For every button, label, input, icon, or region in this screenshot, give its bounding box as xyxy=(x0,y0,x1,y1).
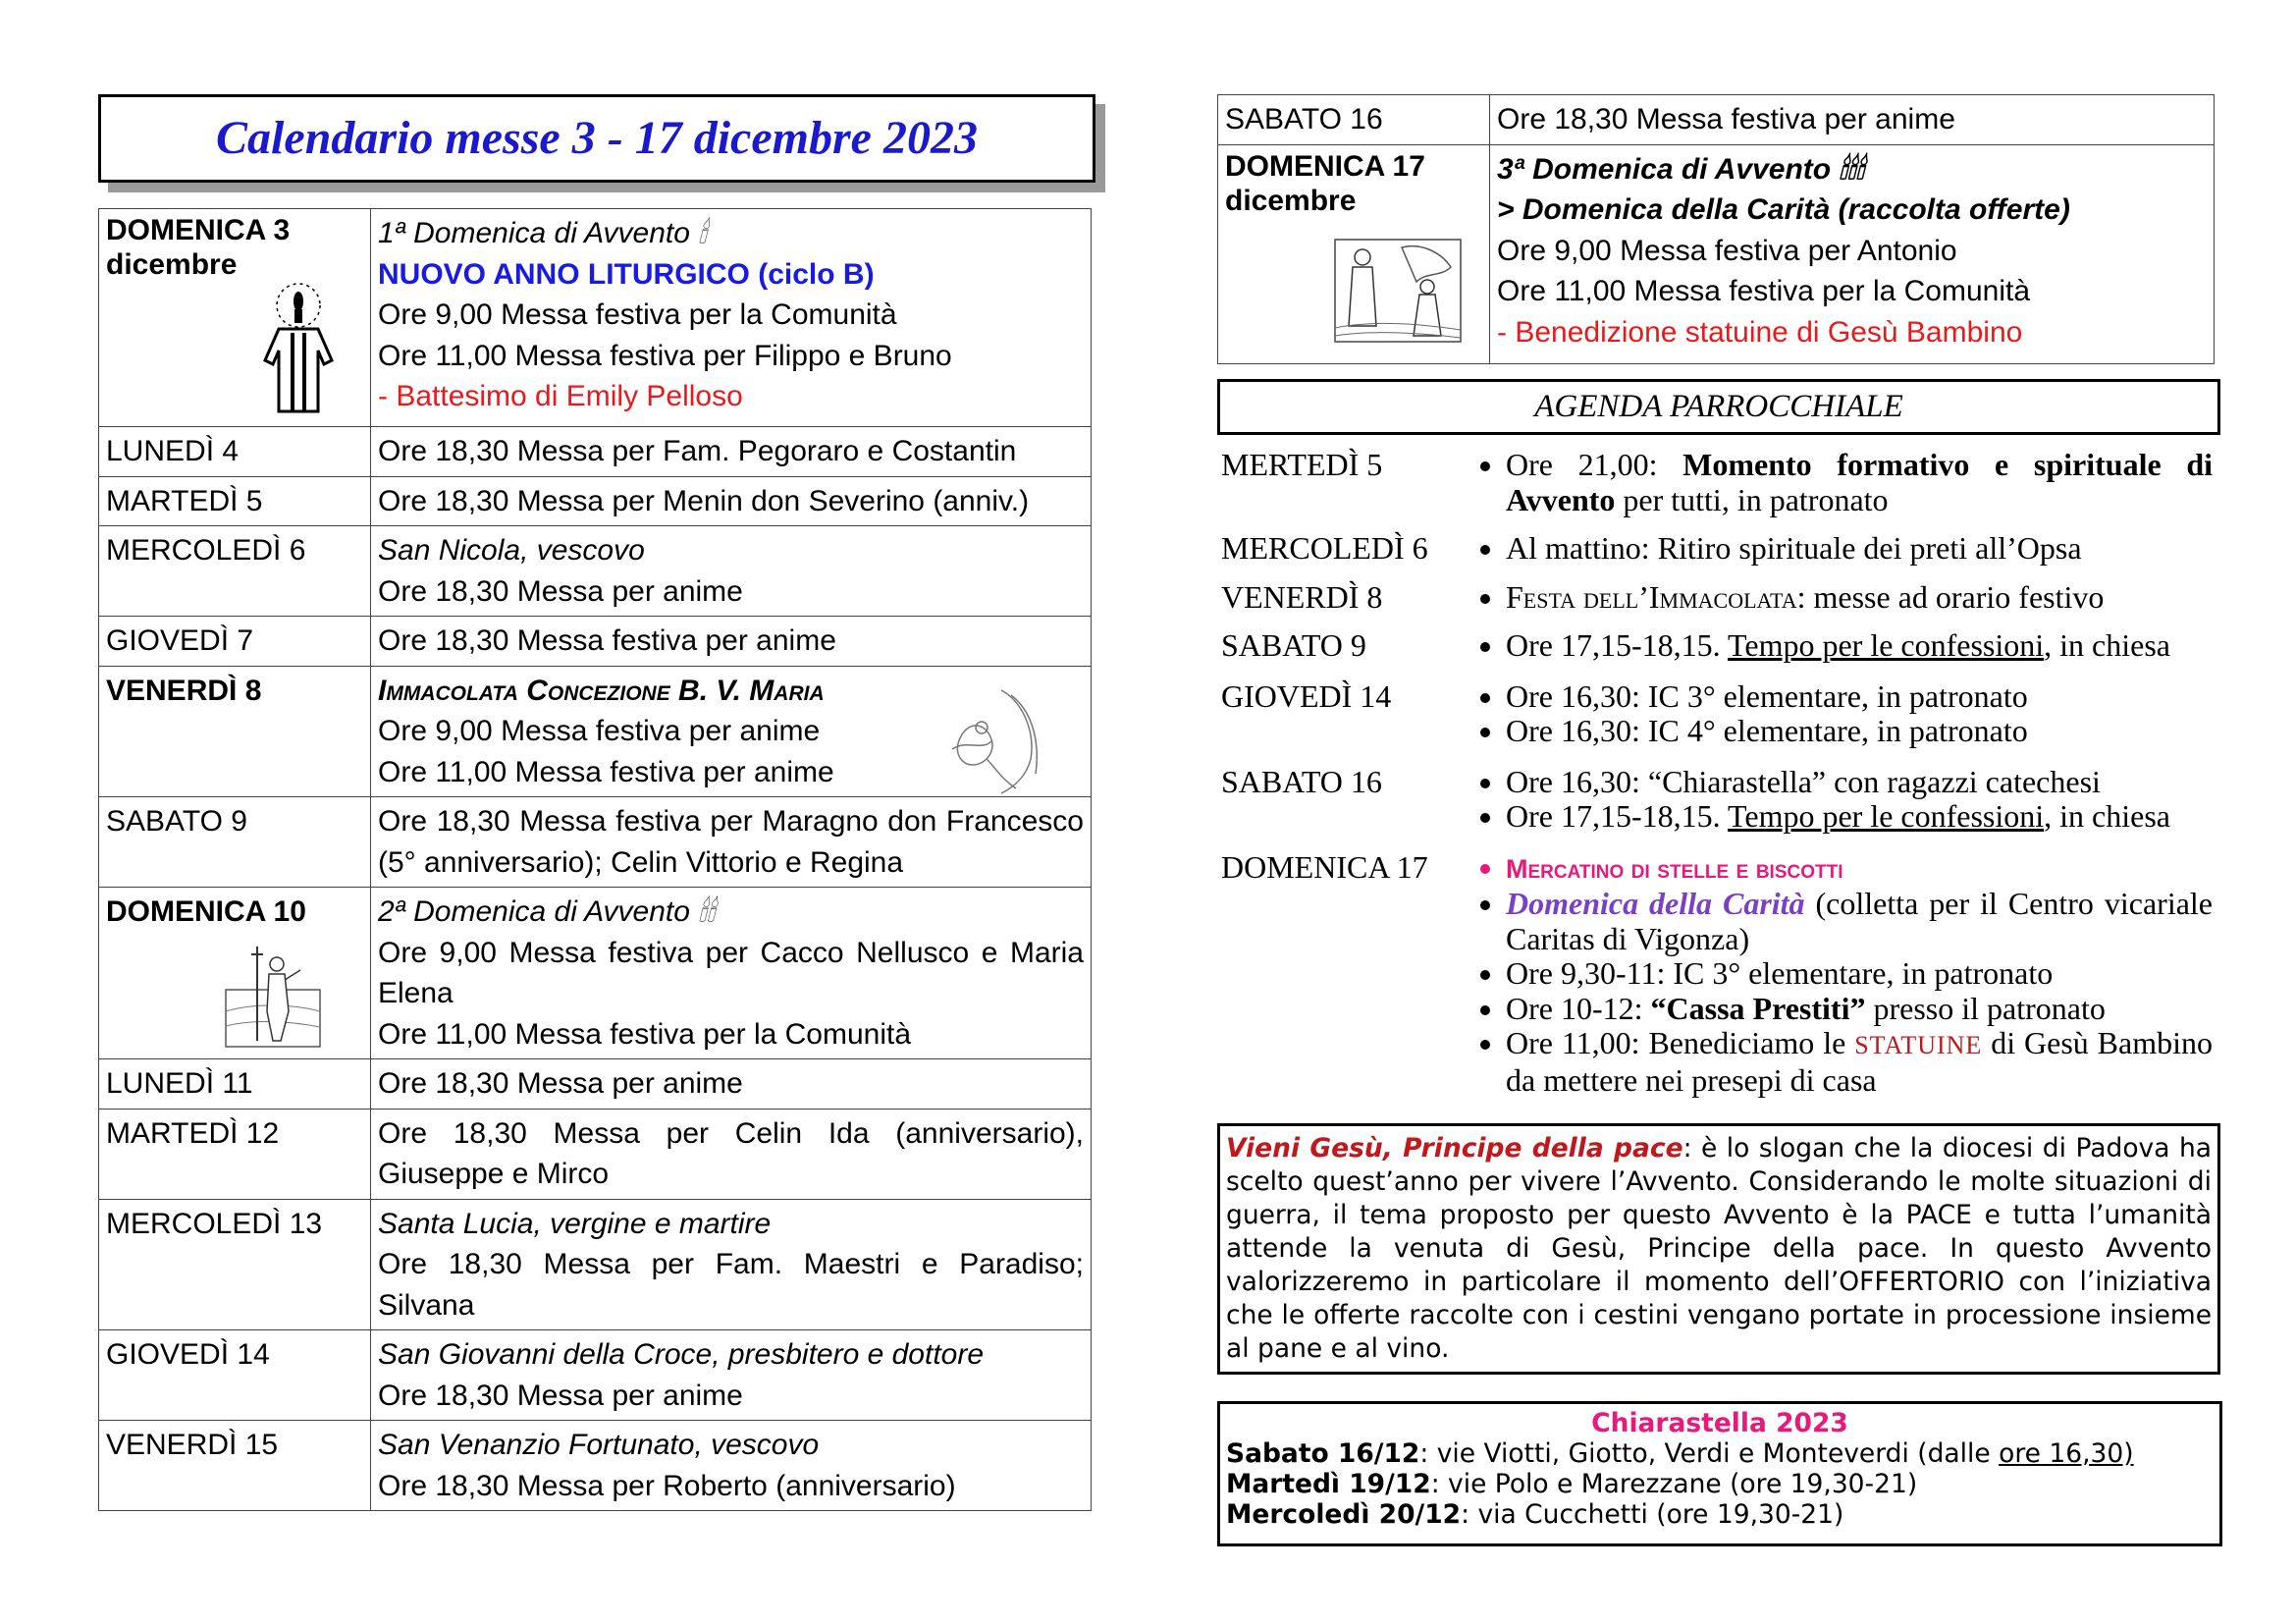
day-label: DOMENICA 3 dicembre xyxy=(106,214,291,281)
day-label: VENERDÌ 15 xyxy=(99,1421,371,1511)
mass-calendar-table xyxy=(98,208,1092,1511)
saint-of-day: Santa Lucia, vergine e martire xyxy=(378,1207,772,1240)
table-row xyxy=(1218,95,2215,145)
table-row xyxy=(99,797,1092,888)
mass-line: Ore 18,30 Messa per anime xyxy=(371,1059,1092,1110)
day-label: VENERDÌ 8 xyxy=(99,666,371,797)
page-title-box xyxy=(98,94,1095,183)
priest-candle-icon xyxy=(253,282,344,417)
mass-line: Ore 18,30 Messa per anime xyxy=(378,574,743,608)
day-label: SABATO 16 xyxy=(1218,95,1490,145)
table-row xyxy=(99,476,1092,526)
agenda-title: AGENDA PARROCCHIALE xyxy=(1217,379,2220,435)
agenda-item: • Ore 21,00: Momento formativo e spirituale di Avvento per tutti, in patronato xyxy=(1506,448,2213,517)
day-cell xyxy=(1218,144,1490,363)
mass-line: Ore 11,00 Messa festiva per la Comunità xyxy=(378,1017,912,1051)
agenda-day: MERTEDÌ 5 xyxy=(1221,447,1383,482)
agenda-item: • Domenica della Carità (colletta per il Centro vicariale Caritas di Vigonza) xyxy=(1506,887,2213,956)
day-label: LUNEDÌ 11 xyxy=(99,1059,371,1110)
mass-line: Ore 11,00 Messa festiva per Filippo e Bruno xyxy=(378,339,952,372)
agenda-row xyxy=(1221,531,2213,567)
agenda-item: • Ore 17,15-18,15. Tempo per le confessioni, in chiesa xyxy=(1506,628,2213,664)
events-cell xyxy=(371,526,1092,617)
table-row xyxy=(99,526,1092,617)
table-row xyxy=(99,427,1092,477)
agenda-row xyxy=(1221,580,2213,616)
events-cell xyxy=(371,888,1092,1059)
table-row xyxy=(99,1421,1092,1511)
mass-calendar-table-continued xyxy=(1217,94,2215,364)
agenda-row xyxy=(1221,628,2213,664)
day-label: SABATO 9 xyxy=(99,797,371,888)
agenda-item: • Ore 11,00: Benediciamo le STATUINE di Gesù Bambino da mettere nei presepi di casa xyxy=(1506,1026,2213,1098)
liturgical-year-note: NUOVO ANNO LITURGICO (ciclo B) xyxy=(378,257,875,291)
agenda-day: SABATO 9 xyxy=(1221,627,1366,663)
agenda-row xyxy=(1221,448,2213,517)
slogan-text: : è lo slogan che la diocesi di Padova ha scelto quest’anno per vivere l’Avvento. Considerando le molte situazioni di guerra, il tema proposto per questo Avvento è la PACE e tutta l’umanità attende la venuta di Gesù, Principe della pace. In questo Avvento valorizzeremo in particolare il momento dell’OFFERTORIO con l’iniziativa che le offerte raccolte con i cestini vengano portate in processione insieme al pane e al vino. xyxy=(1226,1133,2212,1364)
liturgy-title: 1ª Domenica di Avvento 🕯 xyxy=(378,217,707,249)
events-cell xyxy=(1490,144,2215,363)
events-cell xyxy=(371,1421,1092,1511)
liturgy-title: 2ª Domenica di Avvento 🕯🕯 xyxy=(378,895,716,928)
charity-sunday-note: > Domenica della Carità (raccolta offerte) xyxy=(1497,193,2070,226)
agenda-row xyxy=(1221,679,2213,749)
agenda-day: GIOVEDÌ 14 xyxy=(1221,677,1392,714)
chiarastella-title: Chiarastella 2023 xyxy=(1591,1408,1848,1438)
saint-of-day: San Giovanni della Croce, presbitero e dottore xyxy=(378,1338,985,1371)
page-title: Calendario messe 3 - 17 dicembre 2023 xyxy=(216,112,978,164)
agenda-item: • Mercatino di stelle e biscotti xyxy=(1506,850,2213,888)
saint-of-day: San Venanzio Fortunato, vescovo xyxy=(378,1429,820,1461)
blessing-note: - Benedizione statuine di Gesù Bambino xyxy=(1497,315,2023,349)
table-row xyxy=(99,1330,1092,1421)
agenda-item: • Ore 16,30: IC 3° elementare, in patronato xyxy=(1506,679,2213,715)
agenda-row xyxy=(1221,765,2213,835)
agenda-item: • Ore 10-12: “Cassa Prestiti” presso il patronato xyxy=(1506,992,2213,1027)
mass-line: Ore 11,00 Messa festiva per anime xyxy=(378,755,834,788)
events-cell xyxy=(371,209,1092,427)
agenda-item: • Ore 16,30: “Chiarastella” con ragazzi catechesi xyxy=(1506,765,2213,800)
chiarastella-line: Mercoledì 20/12: via Cucchetti (ore 19,30-21) xyxy=(1226,1499,1844,1530)
agenda-day: VENERDÌ 8 xyxy=(1221,578,1383,615)
agenda-day: DOMENICA 17 xyxy=(1221,848,1428,885)
day-label: MARTEDÌ 5 xyxy=(99,476,371,526)
agenda-item: • Ore 17,15-18,15. Tempo per le confessioni, in chiesa xyxy=(1506,799,2213,835)
agenda-item: • Festa dell’Immacolata: messe ad orario festivo xyxy=(1506,580,2213,616)
mass-line: Ore 18,30 Messa festiva per anime xyxy=(1490,95,2215,145)
table-row xyxy=(99,1109,1092,1199)
day-label: DOMENICA 17 dicembre xyxy=(1225,149,1425,217)
day-label: MARTEDÌ 12 xyxy=(99,1109,371,1199)
mass-line: Ore 18,30 Messa per Fam. Maestri e Paradiso; Silvana xyxy=(378,1248,1084,1322)
mass-line: Ore 18,30 Messa per Menin don Severino (anniv.) xyxy=(371,476,1092,526)
table-row xyxy=(99,888,1092,1059)
day-cell xyxy=(99,209,371,427)
agenda-day: MERCOLEDÌ 6 xyxy=(1221,530,1428,566)
day-cell xyxy=(99,888,371,1059)
agenda-row xyxy=(1221,850,2213,1099)
table-row xyxy=(99,617,1092,667)
table-row xyxy=(99,1059,1092,1110)
table-row xyxy=(99,209,1092,427)
events-cell xyxy=(371,666,1092,797)
mass-line: Ore 18,30 Messa per anime xyxy=(378,1379,743,1412)
events-cell xyxy=(371,1330,1092,1421)
liturgy-title: 3ª Domenica di Avvento 🕯🕯🕯 xyxy=(1497,152,1864,186)
day-label: MERCOLEDÌ 6 xyxy=(99,526,371,617)
chiarastella-line: Sabato 16/12: vie Viotti, Giotto, Verdi e Monteverdi (dalle ore 16,30) xyxy=(1226,1438,2134,1469)
john-baptist-icon xyxy=(222,943,324,1053)
events-cell xyxy=(371,1199,1092,1330)
agenda-day: SABATO 16 xyxy=(1221,763,1382,799)
baptism-scene-icon xyxy=(1333,238,1463,344)
day-label: MERCOLEDÌ 13 xyxy=(99,1199,371,1330)
feast-title: Immacolata Concezione B. V. Maria xyxy=(378,674,825,707)
table-row xyxy=(1218,144,2215,363)
mass-line: Ore 11,00 Messa festiva per la Comunità xyxy=(1497,275,2031,307)
angel-annunciation-icon xyxy=(942,680,1050,796)
mass-line: Ore 18,30 Messa festiva per Maragno don Francesco (5° anniversario); Celin Vittorio e Regina xyxy=(371,797,1092,888)
day-label: LUNEDÌ 4 xyxy=(99,427,371,477)
slogan-lead: Vieni Gesù, Principe della pace xyxy=(1226,1133,1683,1164)
table-row xyxy=(99,1199,1092,1330)
advent-slogan-box xyxy=(1217,1123,2220,1375)
agenda-item: • Al mattino: Ritiro spirituale dei preti all’Opsa xyxy=(1506,531,2213,567)
day-label: DOMENICA 10 xyxy=(106,895,306,928)
chiarastella-line: Martedì 19/12: vie Polo e Marezzane (ore 19,30-21) xyxy=(1226,1469,1918,1499)
mass-line: Ore 9,00 Messa festiva per anime xyxy=(378,715,821,747)
agenda-item: • Ore 9,30-11: IC 3° elementare, in patronato xyxy=(1506,956,2213,992)
mass-line: Ore 18,30 Messa festiva per anime xyxy=(371,617,1092,667)
mass-line: Ore 18,30 Messa per Roberto (anniversario) xyxy=(378,1469,956,1502)
chiarastella-box xyxy=(1217,1401,2222,1546)
mass-line: Ore 18,30 Messa per Celin Ida (anniversario), Giuseppe e Mirco xyxy=(371,1109,1092,1199)
table-row xyxy=(99,666,1092,797)
agenda-list xyxy=(1221,448,2213,1098)
day-label: GIOVEDÌ 14 xyxy=(99,1330,371,1421)
saint-of-day: San Nicola, vescovo xyxy=(378,534,645,567)
baptism-note: - Battesimo di Emily Pelloso xyxy=(378,380,743,412)
day-label: GIOVEDÌ 7 xyxy=(99,617,371,667)
mass-line: Ore 9,00 Messa festiva per Cacco Nellusco e Maria Elena xyxy=(378,936,1084,1009)
mass-line: Ore 18,30 Messa per Fam. Pegoraro e Costantin xyxy=(371,427,1092,477)
mass-line: Ore 9,00 Messa festiva per la Comunità xyxy=(378,298,897,331)
agenda-item: • Ore 16,30: IC 4° elementare, in patronato xyxy=(1506,714,2213,749)
mass-line: Ore 9,00 Messa festiva per Antonio xyxy=(1497,234,1957,267)
